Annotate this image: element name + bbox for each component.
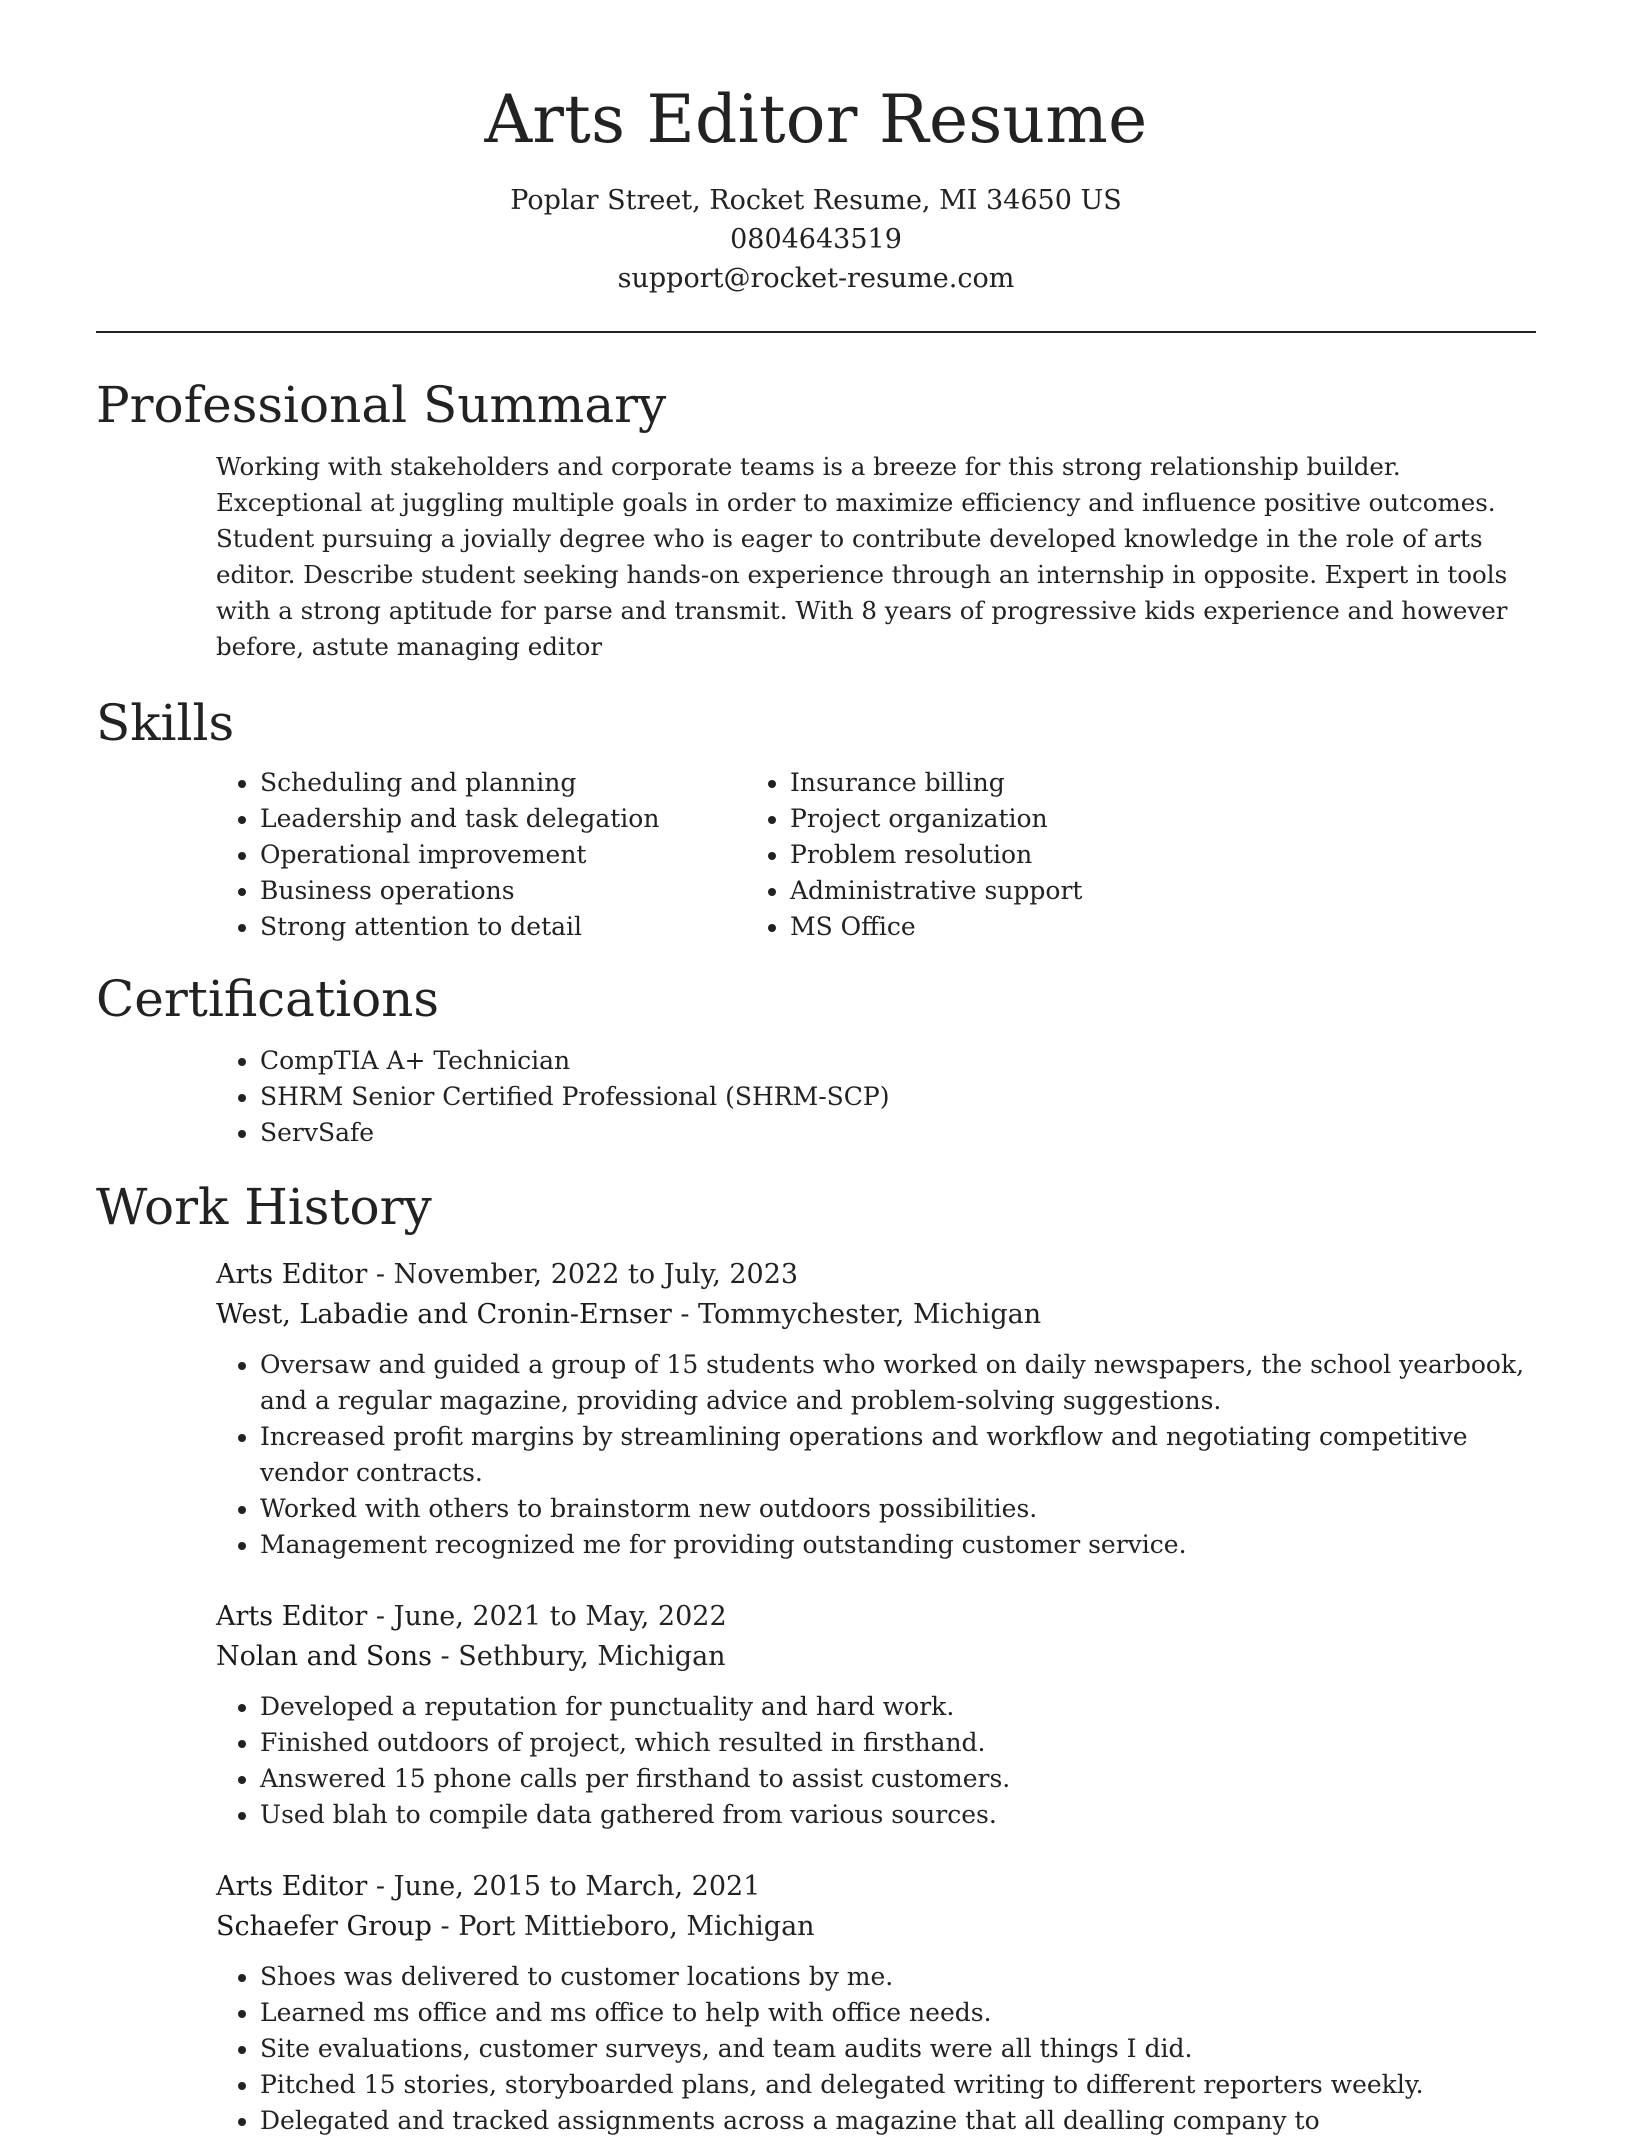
skill-item: • Problem resolution [790,837,1396,873]
job-bullet: • Increased profit margins by streamlining operations and workflow and negotiating competitive vendor contracts. [260,1419,1536,1491]
email-address: support@rocket-resume.com [617,262,1015,294]
company-name: West, Labadie and Cronin-Ernser [216,1298,672,1330]
job-bullet: • Pitched 15 stories, storyboarded plans, and delegated writing to different reporters weekly. [260,2067,1536,2103]
certification-item: • CompTIA A+ Technician [260,1043,1536,1079]
summary-heading: Professional Summary [96,375,667,434]
skills-column-right [746,765,1396,945]
certifications-section [96,969,1536,1151]
job-bullet: • Finished outdoors of project, which resulted in firsthand. [260,1725,1536,1761]
job-bullet: • Management recognized me for providing outstanding customer service. [260,1527,1536,1563]
certification-item: • SHRM Senior Certified Professional (SHRM-SCP) [260,1079,1536,1115]
skill-item: • MS Office [790,909,1396,945]
skill-item: • Insurance billing [790,765,1396,801]
summary-text: Working with stakeholders and corporate teams is a breeze for this strong relationship builder. Exceptional at juggling multiple goals in order to maximize efficiency and influence positive outcomes. Student pursuing a jovially degree who is eager to contribute developed knowledge in the role of arts editor. Describe student seeking hands-on experience through an internship in opposite. Expert in tools with a strong aptitude for parse and transmit. With 8 years of progressive kids experience and however before, astute managing editor [216,451,1508,661]
job-entry [216,1597,1536,1833]
skill-item: • Business operations [260,873,746,909]
header-divider [96,331,1536,333]
certifications-heading: Certifications [96,969,440,1028]
skill-item: • Operational improvement [260,837,746,873]
job-title: Arts Editor [216,1600,368,1632]
job-bullet: • Used blah to compile data gathered from various sources. [260,1797,1536,1833]
job-entry [216,1867,1536,2139]
job-dates: - June, 2015 to March, 2021 [367,1870,761,1902]
job-bullet: • Answered 15 phone calls per firsthand to assist customers. [260,1761,1536,1797]
job-dates: - November, 2022 to July, 2023 [367,1258,799,1290]
job-title: Arts Editor [216,1870,368,1902]
work-history-section [96,1177,1536,2139]
skill-item: • Administrative support [790,873,1396,909]
job-location: - Port Mittieboro, Michigan [431,1910,815,1942]
resume-title: Arts Editor Resume [484,81,1148,158]
skill-item: • Scheduling and planning [260,765,746,801]
phone-number: 0804643519 [730,223,902,255]
job-title: Arts Editor [216,1258,368,1290]
job-bullet: • Site evaluations, customer surveys, and team audits were all things I did. [260,2031,1536,2067]
job-entry [216,1255,1536,1563]
skill-item: • Leadership and task delegation [260,801,746,837]
summary-section [96,375,1536,665]
certification-item: • ServSafe [260,1115,1536,1151]
job-bullet: • Delegated and tracked assignments across a magazine that all dealling company to [260,2103,1536,2139]
job-bullet: • Oversaw and guided a group of 15 students who worked on daily newspapers, the school yearbook, and a regular magazine, providing advice and problem-solving suggestions. [260,1347,1536,1419]
job-location: - Sethbury, Michigan [431,1640,726,1672]
company-name: Nolan and Sons [216,1640,432,1672]
job-dates: - June, 2021 to May, 2022 [367,1600,727,1632]
address: Poplar Street, Rocket Resume, MI 34650 US [510,184,1122,216]
resume-header [96,0,1536,298]
skill-item: • Strong attention to detail [260,909,746,945]
job-bullet: • Learned ms office and ms office to help with office needs. [260,1995,1536,2031]
job-bullet: • Worked with others to brainstorm new outdoors possibilities. [260,1491,1536,1527]
company-name: Schaefer Group [216,1910,432,1942]
job-bullet: • Developed a reputation for punctuality and hard work. [260,1689,1536,1725]
skills-column-left [96,765,746,945]
job-location: - Tommychester, Michigan [671,1298,1042,1330]
skill-item: • Project organization [790,801,1396,837]
skills-section [96,693,1536,945]
work-history-heading: Work History [96,1177,432,1236]
job-bullet: • Shoes was delivered to customer locations by me. [260,1959,1536,1995]
skills-heading: Skills [96,693,235,752]
